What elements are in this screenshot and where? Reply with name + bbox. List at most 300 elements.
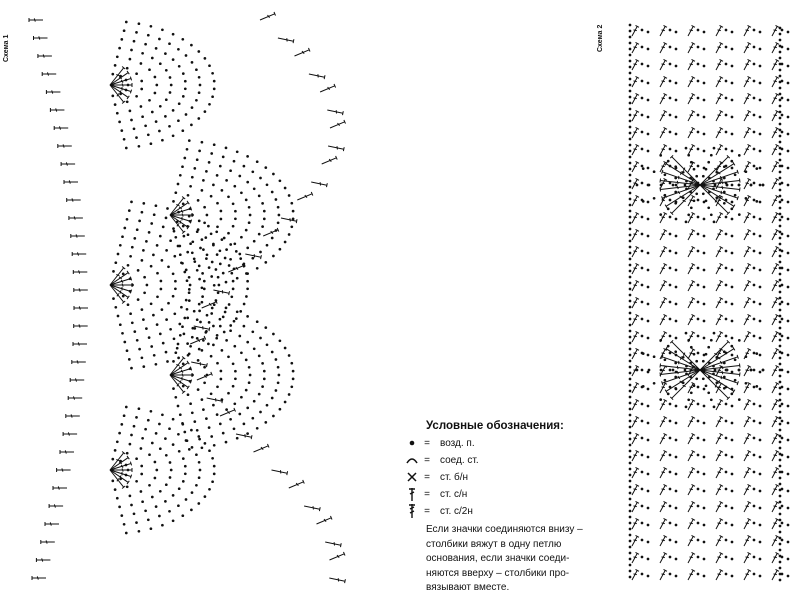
chain-dot (246, 315, 249, 318)
chain-dot (697, 556, 700, 559)
chain-dot (222, 316, 225, 319)
chain-dot (166, 207, 169, 210)
chain-dot (130, 434, 133, 437)
chain-dot (232, 225, 235, 228)
chain-dot (629, 228, 632, 231)
stitch-mark (327, 110, 343, 115)
chain-dot (713, 332, 716, 335)
chain-dot (220, 218, 223, 221)
chain-dot (779, 147, 782, 150)
chain-dot (240, 351, 243, 354)
chain-dot (629, 324, 632, 327)
stitch-mark (632, 127, 639, 138)
chain-dot (138, 220, 141, 223)
chain-dot (725, 148, 728, 151)
stitch-mark (73, 342, 87, 346)
stitch-mark (632, 399, 639, 410)
chain-dot (647, 507, 650, 510)
stitch-mark (688, 42, 695, 53)
chain-dot (141, 52, 144, 55)
legend-eq: = (424, 437, 430, 449)
chain-dot (731, 48, 734, 51)
chain-dot (189, 345, 192, 348)
chain-dot (725, 437, 728, 440)
chain-dot (685, 180, 688, 183)
chain-dot (215, 268, 218, 271)
chain-dot (710, 398, 713, 401)
chain-dot (288, 233, 291, 236)
chain-dot (703, 320, 706, 323)
chain-dot (687, 398, 690, 401)
chain-dot (159, 105, 162, 108)
stitch-mark (716, 569, 723, 580)
chain-dot (196, 269, 199, 272)
chain-dot (738, 398, 741, 401)
chain-dot (779, 189, 782, 192)
chain-dot (687, 154, 690, 157)
chain-dot (703, 388, 706, 391)
chain-dot (779, 495, 782, 498)
chain-dot (669, 46, 672, 49)
chain-dot (685, 332, 688, 335)
chain-dot (787, 558, 790, 561)
stitch-mark (716, 297, 723, 308)
chain-dot (158, 38, 161, 41)
chain-dot (641, 488, 644, 491)
chain-dot (185, 113, 188, 116)
chain-dot (169, 476, 172, 479)
chain-dot (779, 171, 782, 174)
chain-dot (779, 465, 782, 468)
chain-dot (238, 175, 241, 178)
chain-dot (629, 66, 632, 69)
chain-dot (779, 555, 782, 558)
chain-dot (225, 281, 228, 284)
chain-dot (779, 471, 782, 474)
stitch-mark (660, 484, 667, 495)
chain-dot (201, 398, 204, 401)
chain-dot (669, 63, 672, 66)
stitch-mark (688, 416, 695, 427)
chain-dot (129, 312, 132, 315)
chain-dot (730, 345, 733, 348)
chain-dot (278, 214, 281, 217)
chain-dot (271, 397, 274, 400)
chain-dot (715, 381, 718, 384)
chain-dot (675, 252, 678, 255)
chain-dot (779, 549, 782, 552)
chain-dot (750, 369, 753, 372)
stitch-mark (660, 399, 667, 410)
chain-dot (675, 422, 678, 425)
chain-dot (674, 177, 677, 180)
chain-dot (129, 58, 132, 61)
chain-dot (647, 422, 650, 425)
chain-dot (151, 496, 154, 499)
chain-dot (779, 279, 782, 282)
chain-dot (787, 303, 790, 306)
chain-dot (292, 370, 295, 373)
chain-dot (759, 218, 762, 221)
chain-dot (152, 254, 155, 257)
chain-dot (738, 213, 741, 216)
chain-dot (128, 209, 131, 212)
chain-dot (669, 216, 672, 219)
chain-dot (707, 346, 710, 349)
chain-dot (127, 303, 130, 306)
chain-dot (210, 232, 213, 235)
legend-eq: = (424, 488, 430, 500)
chain-dot (710, 154, 713, 157)
chain-dot (195, 484, 198, 487)
chain-dot (155, 432, 158, 435)
chain-dot (629, 342, 632, 345)
stitch-mark (660, 127, 667, 138)
stitch-mark (213, 290, 229, 295)
chain-dot (279, 248, 282, 251)
chain-dot (187, 194, 190, 197)
chain-dot (161, 524, 164, 527)
chain-dot (120, 514, 123, 517)
double-crochet-icon (404, 486, 420, 502)
chain-dot (144, 509, 147, 512)
chain-dot (135, 480, 138, 483)
stitch-mark (772, 263, 779, 274)
chain-dot (159, 447, 162, 450)
chain-dot (629, 480, 632, 483)
stitch-mark (64, 180, 78, 184)
chain-dot (759, 337, 762, 340)
chain-dot (725, 301, 728, 304)
chain-dot (133, 512, 136, 515)
chain-dot (188, 139, 191, 142)
chain-dot (249, 374, 252, 377)
chain-dot (725, 97, 728, 100)
chain-dot (787, 252, 790, 255)
chain-dot (288, 194, 291, 197)
chain-dot (779, 237, 782, 240)
chain-dot (629, 144, 632, 147)
chain-dot (779, 225, 782, 228)
chain-dot (172, 387, 175, 390)
stitch-mark (197, 372, 213, 380)
chain-dot (238, 253, 241, 256)
chain-dot (186, 251, 189, 254)
chain-dot (142, 249, 145, 252)
chain-dot (198, 91, 201, 94)
chain-dot (114, 103, 117, 106)
chain-dot (674, 387, 677, 390)
chain-dot (232, 385, 235, 388)
stitch-mark (744, 127, 751, 138)
chain-dot (689, 177, 692, 180)
chain-dot (202, 339, 205, 342)
chain-dot (779, 333, 782, 336)
chain-dot (703, 541, 706, 544)
chain-dot (251, 417, 254, 420)
chain-dot (779, 357, 782, 360)
chain-dot (168, 427, 171, 430)
stitch-mark (688, 59, 695, 70)
chain-dot (675, 218, 678, 221)
chain-dot (697, 505, 700, 508)
stitch-mark (716, 76, 723, 87)
chain-dot (261, 225, 264, 228)
chain-dot (177, 183, 180, 186)
chain-dot (172, 443, 175, 446)
chain-dot (753, 216, 756, 219)
chain-dot (225, 441, 228, 444)
chain-dot (187, 354, 190, 357)
chain-dot (629, 294, 632, 297)
chain-dot (779, 291, 782, 294)
chain-dot (164, 52, 167, 55)
chain-dot (148, 453, 151, 456)
chain-dot (697, 80, 700, 83)
chain-dot (190, 44, 193, 47)
chain-dot (759, 116, 762, 119)
chain-dot (198, 220, 201, 223)
chain-dot (685, 221, 688, 224)
chain-dot (703, 490, 706, 493)
chain-dot (675, 337, 678, 340)
chain-dot (148, 68, 151, 71)
chain-dot (629, 192, 632, 195)
chain-dot (779, 183, 782, 186)
stitch-mark (772, 161, 779, 172)
chain-dot (162, 226, 165, 229)
chain-dot (189, 185, 192, 188)
chain-dot (133, 40, 136, 43)
chain-dot (779, 135, 782, 138)
chain-dot (693, 353, 696, 356)
scheme-1-pattern (29, 12, 346, 583)
chain-dot (224, 257, 227, 260)
chain-dot (779, 27, 782, 30)
chain-dot (779, 423, 782, 426)
chain-dot (147, 419, 150, 422)
chain-dot (162, 342, 165, 345)
chain-dot (697, 403, 700, 406)
chain-dot (705, 384, 708, 387)
chain-dot (787, 218, 790, 221)
chain-dot (211, 95, 214, 98)
chain-dot (167, 302, 170, 305)
chain-dot (292, 378, 295, 381)
chain-dot (738, 369, 741, 372)
stitch-mark (660, 246, 667, 257)
chain-dot (675, 286, 678, 289)
chain-dot (116, 497, 119, 500)
chain-dot (201, 141, 204, 144)
chain-dot (779, 345, 782, 348)
chain-dot (216, 225, 219, 228)
chain-dot (212, 184, 215, 187)
stitch-mark (660, 161, 667, 172)
chain-dot (710, 339, 713, 342)
chain-dot (779, 195, 782, 198)
chain-dot (210, 195, 213, 198)
chain-dot (779, 153, 782, 156)
chain-dot (779, 579, 782, 582)
chain-dot (675, 405, 678, 408)
chain-dot (147, 34, 150, 37)
stitch-mark (688, 382, 695, 393)
chain-dot (702, 360, 705, 363)
chain-dot (669, 556, 672, 559)
chain-dot (695, 360, 698, 363)
stitch-mark (716, 314, 723, 325)
chain-dot (731, 31, 734, 34)
chain-dot (629, 504, 632, 507)
stitch-mark (716, 59, 723, 70)
chain-dot (641, 29, 644, 32)
chain-dot (731, 303, 734, 306)
chain-dot (206, 214, 209, 217)
chain-dot (152, 314, 155, 317)
chain-dot (172, 494, 175, 497)
chain-dot (753, 352, 756, 355)
chain-dot (690, 206, 693, 209)
stitch-mark (263, 228, 279, 236)
chain-dot (197, 388, 200, 391)
chain-dot (629, 474, 632, 477)
chain-dot (759, 167, 762, 170)
chain-dot (629, 24, 632, 27)
chain-dot (211, 72, 214, 75)
chain-dot (205, 257, 208, 260)
chain-dot (141, 259, 144, 262)
chain-dot (759, 490, 762, 493)
stitch-mark (660, 229, 667, 240)
chain-dot (697, 131, 700, 134)
chain-dot (208, 103, 211, 106)
chain-dot (277, 366, 280, 369)
chain-dot (174, 351, 177, 354)
chain-dot (225, 147, 228, 150)
chain-dot (703, 337, 706, 340)
chain-dot (123, 523, 126, 526)
chain-dot (187, 233, 190, 236)
chain-dot (188, 448, 191, 451)
chain-dot (781, 131, 784, 134)
chain-dot (636, 369, 639, 372)
chain-dot (690, 346, 693, 349)
chain-dot (731, 541, 734, 544)
stitch-mark (632, 518, 639, 529)
chain-dot (629, 42, 632, 45)
chain-dot (253, 400, 256, 403)
chain-dot (641, 233, 644, 236)
chain-dot (114, 64, 117, 67)
stitch-mark (716, 467, 723, 478)
stitch-mark (688, 535, 695, 546)
chain-dot (143, 291, 146, 294)
chain-dot (779, 525, 782, 528)
chain-dot (211, 307, 214, 310)
chain-dot (129, 255, 132, 258)
chain-dot (731, 286, 734, 289)
chain-dot (135, 95, 138, 98)
legend-label: возд. п. (440, 437, 475, 449)
stitch-mark (49, 504, 63, 508)
chain-dot (202, 248, 205, 251)
chain-dot (787, 48, 790, 51)
chain-dot (725, 80, 728, 83)
chain-dot (725, 471, 728, 474)
chain-dot (142, 365, 145, 368)
chain-dot (629, 78, 632, 81)
chain-dot (669, 301, 672, 304)
chain-dot (234, 370, 237, 373)
chain-dot (187, 393, 190, 396)
chain-dot (759, 473, 762, 476)
chain-dot (174, 191, 177, 194)
chain-dot (629, 174, 632, 177)
stitch-mark (716, 331, 723, 342)
chain-dot (138, 22, 141, 25)
chain-dot (669, 420, 672, 423)
chain-dot (219, 318, 222, 321)
chain-dot (738, 339, 741, 342)
chain-dot (213, 284, 216, 287)
chain-dot (641, 301, 644, 304)
chain-dot (675, 524, 678, 527)
chain-dot (204, 495, 207, 498)
chain-dot (156, 272, 159, 275)
chain-dot (183, 431, 186, 434)
chain-dot (246, 341, 249, 344)
chain-dot (155, 469, 158, 472)
chain-dot (759, 320, 762, 323)
chain-dot (779, 57, 782, 60)
chain-dot (647, 65, 650, 68)
chain-dot (779, 273, 782, 276)
chain-dot (211, 480, 214, 483)
chain-dot (667, 208, 670, 211)
chain-dot (117, 253, 120, 256)
chain-dot (779, 129, 782, 132)
chain-dot (674, 202, 677, 205)
chain-dot (669, 80, 672, 83)
chain-dot (697, 233, 700, 236)
chain-dot (664, 194, 667, 197)
chain-dot (682, 381, 685, 384)
chain-dot (675, 490, 678, 493)
chain-dot (695, 175, 698, 178)
chain-dot (731, 473, 734, 476)
chain-dot (119, 244, 122, 247)
stitch-mark (632, 229, 639, 240)
chain-dot (659, 213, 662, 216)
chain-dot (178, 450, 181, 453)
chain-dot (196, 429, 199, 432)
chain-dot (153, 354, 156, 357)
chain-dot (629, 90, 632, 93)
chain-dot (753, 522, 756, 525)
chain-dot (183, 157, 186, 160)
stitch-mark (660, 467, 667, 478)
chain-dot (693, 168, 696, 171)
chain-dot (150, 410, 153, 413)
chain-dot (266, 404, 269, 407)
chain-dot (205, 330, 208, 333)
chain-dot (647, 167, 650, 170)
chain-dot (258, 233, 261, 236)
chain-dot (136, 339, 139, 342)
chain-dot (641, 148, 644, 151)
chain-dot (787, 524, 790, 527)
